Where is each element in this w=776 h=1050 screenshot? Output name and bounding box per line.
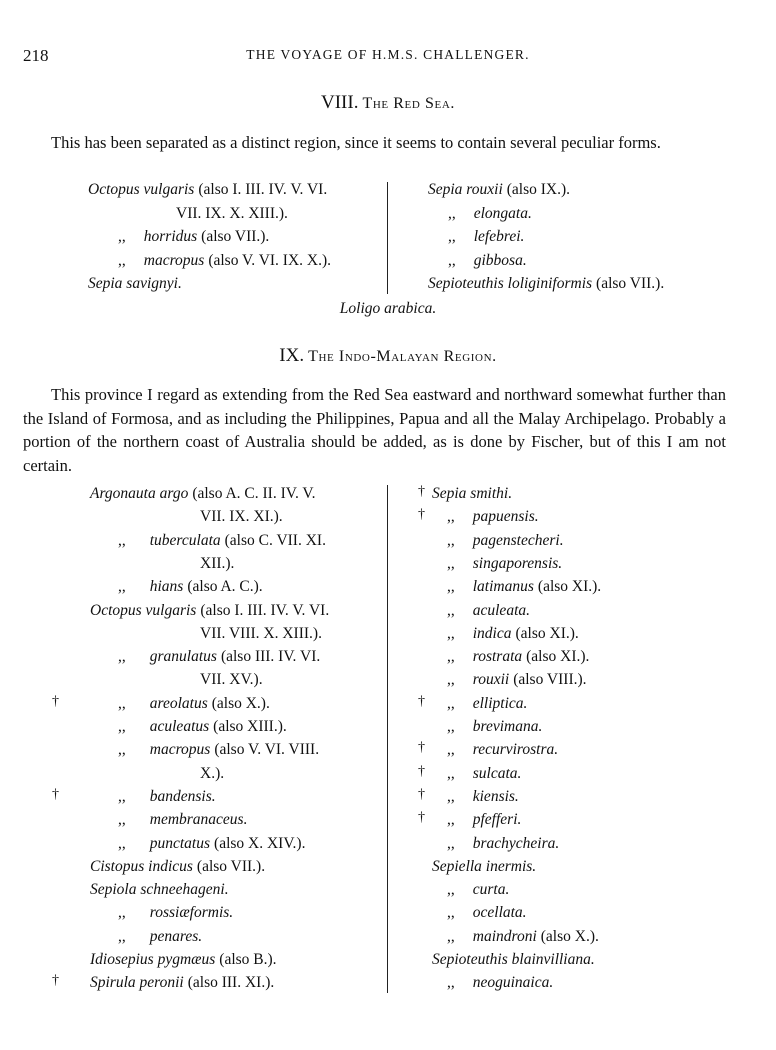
- region-note: (also X.).: [540, 927, 599, 945]
- ditto-mark: ,,: [447, 624, 455, 642]
- species-name: Sepia savignyi.: [88, 275, 182, 292]
- species-name: macropus: [149, 741, 211, 759]
- ditto-mark: ,,: [447, 881, 455, 899]
- region-note: (also C. VII. XI.: [224, 531, 326, 549]
- species-name: indica: [472, 624, 512, 642]
- species-name: brevimana.: [472, 718, 543, 735]
- ditto-mark: ,,: [447, 811, 455, 829]
- column-divider: [387, 182, 388, 294]
- species-entry: [447, 928, 599, 946]
- species-name: Idiosepius pygmæus: [90, 951, 216, 968]
- species-name: singaporensis.: [472, 554, 563, 572]
- species-name: membranaceus.: [149, 811, 248, 829]
- region-note: (also A. C.).: [187, 578, 263, 596]
- species-entry: [448, 252, 527, 270]
- species-name: pagenstecheri.: [472, 531, 564, 549]
- region-note: (also III. IV. VI.: [220, 648, 321, 666]
- ditto-mark: ,,: [447, 671, 455, 689]
- dagger-mark: †: [52, 693, 59, 709]
- page-number: 218: [23, 46, 49, 65]
- species-name: punctatus: [149, 834, 211, 852]
- dagger-mark: †: [418, 763, 425, 779]
- species-entry: [432, 951, 595, 969]
- ditto-mark: ,,: [447, 787, 455, 805]
- section-viii-paragraph: This has been separated as a distinct region, since it seems to contain several peculiar forms.: [51, 133, 661, 152]
- ditto-mark: ,,: [447, 694, 455, 712]
- region-note: (also VII.).: [196, 857, 266, 875]
- region-note: VII. IX. XI.).: [200, 508, 283, 526]
- species-entry: [448, 228, 524, 246]
- ditto-mark: ,,: [448, 228, 456, 245]
- ditto-mark: ,,: [118, 251, 126, 269]
- section-ix-paragraph: This province I regard as extending from the Red Sea eastward and northward somewhat further than the Island of Formosa, and as including the Philippines, Papua and all the Malay Archipelago. Probably a portion of the northern coast of Australia should be added, as is done by Fischer, but of this I am not certain.: [23, 385, 726, 475]
- region-note: VII. XV.).: [200, 671, 263, 689]
- species-name: Argonauta argo: [90, 485, 189, 502]
- region-note: (also VIII.).: [513, 671, 587, 689]
- dagger-mark: †: [418, 810, 425, 826]
- species-entry: [118, 811, 247, 829]
- species-name: maindroni: [472, 927, 537, 945]
- species-entry: [428, 181, 570, 199]
- ditto-mark: ,,: [118, 694, 126, 712]
- section-viii-numeral: VIII.: [321, 92, 359, 113]
- species-name: Cistopus indicus: [90, 857, 193, 875]
- region-note: VII. IX. X. XIII.).: [176, 204, 288, 222]
- region-note: (also B.).: [219, 951, 277, 968]
- species-entry: [447, 904, 527, 922]
- ditto-mark: ,,: [447, 508, 455, 526]
- species-entry: [90, 485, 315, 503]
- running-title: THE VOYAGE OF H.M.S. CHALLENGER.: [246, 47, 530, 62]
- species-entry: [118, 788, 216, 806]
- species-entry: [447, 625, 579, 643]
- species-name: Sepia smithi.: [432, 485, 513, 502]
- region-note: (also XI.).: [537, 578, 602, 596]
- species-name: Spirula peronii: [90, 974, 184, 992]
- region-note: X.).: [200, 764, 225, 782]
- species-entry: [447, 765, 521, 783]
- species-entry: [447, 602, 530, 620]
- species-name: macropus: [143, 251, 205, 269]
- dagger-mark: †: [418, 786, 425, 802]
- region-note: (also VII.).: [596, 275, 665, 292]
- ditto-mark: ,,: [447, 741, 455, 759]
- species-entry: [90, 951, 277, 969]
- species-entry: [447, 974, 553, 992]
- species-name: aculeatus: [149, 718, 210, 735]
- region-note: XII.).: [200, 554, 235, 572]
- species-name: hians: [149, 578, 184, 596]
- species-name: lefebrei.: [473, 228, 525, 245]
- section-ix-heading: [0, 345, 776, 367]
- ditto-mark: ,,: [447, 974, 455, 992]
- dagger-mark: †: [418, 740, 425, 756]
- ditto-mark: ,,: [118, 834, 126, 852]
- species-name: gibbosa.: [473, 251, 527, 269]
- species-name: aculeata.: [472, 601, 530, 619]
- region-note: (also I. III. IV. V. VI.: [198, 181, 328, 198]
- species-entry: [176, 205, 288, 223]
- ditto-mark: ,,: [447, 531, 455, 549]
- species-entry: [432, 485, 512, 503]
- ditto-mark: ,,: [447, 554, 455, 572]
- species-name: elliptica.: [472, 694, 528, 712]
- species-entry: [447, 532, 564, 550]
- species-entry: [447, 648, 589, 666]
- section-viii-centered-species: Loligo arabica.: [339, 300, 437, 317]
- species-name: curta.: [472, 881, 510, 899]
- species-name: Sepia rouxii: [428, 181, 503, 198]
- species-entry: [200, 671, 263, 689]
- region-note: (also XIII.).: [213, 718, 287, 735]
- species-entry: [118, 718, 287, 736]
- section-viii-heading: [0, 92, 776, 114]
- ditto-mark: ,,: [448, 204, 456, 222]
- species-entry: [447, 718, 542, 736]
- species-entry: [88, 275, 182, 293]
- species-name: kiensis.: [472, 787, 519, 805]
- species-name: papuensis.: [472, 508, 539, 526]
- region-note: (also I. III. IV. V. VI.: [200, 601, 330, 619]
- ditto-mark: ,,: [118, 718, 126, 735]
- region-note: (also III. XI.).: [187, 974, 275, 992]
- dagger-mark: †: [418, 484, 425, 499]
- ditto-mark: ,,: [118, 228, 126, 245]
- species-entry: [118, 835, 305, 853]
- dagger-mark: †: [52, 786, 59, 802]
- species-entry: [447, 835, 559, 853]
- species-entry: [90, 974, 274, 992]
- species-entry: [448, 205, 532, 223]
- species-entry: [447, 788, 519, 806]
- species-name: bandensis.: [149, 787, 216, 805]
- ditto-mark: ,,: [447, 601, 455, 619]
- ditto-mark: ,,: [447, 718, 455, 735]
- region-note: (also XI.).: [526, 648, 590, 666]
- ditto-mark: ,,: [118, 741, 126, 759]
- species-name: latimanus: [472, 578, 534, 596]
- region-note: VII. VIII. X. XIII.).: [200, 624, 322, 642]
- species-name: rossiæformis.: [149, 904, 234, 922]
- ditto-mark: ,,: [118, 787, 126, 805]
- ditto-mark: ,,: [118, 531, 126, 549]
- ditto-mark: ,,: [447, 927, 455, 945]
- species-entry: [447, 508, 539, 526]
- ditto-mark: ,,: [447, 764, 455, 782]
- species-entry: [118, 578, 263, 596]
- region-note: (also X. XIV.).: [214, 834, 306, 852]
- species-name: recurvirostra.: [472, 741, 559, 759]
- species-entry: [200, 625, 322, 643]
- species-name: Sepiella inermis.: [432, 857, 537, 875]
- species-entry: [428, 275, 664, 293]
- species-entry: [90, 602, 329, 620]
- species-entry: [118, 928, 202, 946]
- region-note: (also IX.).: [506, 181, 571, 198]
- species-name: rostrata: [472, 648, 523, 666]
- species-name: penares.: [149, 927, 203, 945]
- ditto-mark: ,,: [447, 834, 455, 852]
- region-note: (also VII.).: [201, 228, 270, 245]
- species-name: granulatus: [149, 648, 217, 666]
- dagger-mark: †: [418, 693, 425, 709]
- species-name: horridus: [143, 228, 198, 245]
- species-entry: [118, 648, 320, 666]
- species-name: Octopus vulgaris: [90, 601, 197, 619]
- species-name: tuberculata: [149, 531, 221, 549]
- ditto-mark: ,,: [447, 578, 455, 596]
- region-note: (also A. C. II. IV. V.: [192, 485, 316, 502]
- column-divider: [387, 485, 388, 993]
- species-name: Sepiola schneehageni.: [90, 881, 229, 899]
- species-entry: [447, 555, 562, 573]
- ditto-mark: ,,: [118, 927, 126, 945]
- species-entry: [447, 741, 558, 759]
- species-name: Sepioteuthis blainvilliana.: [432, 951, 595, 968]
- ditto-mark: ,,: [118, 811, 126, 829]
- species-entry: [118, 228, 269, 246]
- species-entry: [118, 904, 233, 922]
- species-name: ocellata.: [472, 904, 527, 922]
- species-entry: [118, 252, 331, 270]
- species-entry: [200, 508, 283, 526]
- species-name: elongata.: [473, 204, 532, 222]
- ditto-mark: ,,: [118, 904, 126, 922]
- species-entry: [118, 741, 319, 759]
- species-entry: [200, 765, 224, 783]
- ditto-mark: ,,: [448, 251, 456, 269]
- section-ix-numeral: IX.: [279, 345, 305, 366]
- species-entry: [88, 181, 327, 199]
- ditto-mark: ,,: [447, 904, 455, 922]
- ditto-mark: ,,: [118, 578, 126, 596]
- species-entry: [200, 555, 234, 573]
- species-name: rouxii: [472, 671, 510, 689]
- species-name: sulcata.: [472, 764, 522, 782]
- species-entry: [118, 532, 326, 550]
- species-name: Octopus vulgaris: [88, 181, 195, 198]
- section-viii-title: The Red Sea.: [362, 95, 455, 112]
- ditto-mark: ,,: [118, 648, 126, 666]
- region-note: (also V. VI. IX. X.).: [208, 251, 332, 269]
- species-name: brachycheira.: [472, 834, 560, 852]
- species-entry: [447, 811, 521, 829]
- species-entry: [447, 671, 587, 689]
- species-entry: [118, 695, 270, 713]
- section-ix-title: The Indo-Malayan Region.: [308, 348, 497, 365]
- dagger-mark: †: [52, 973, 59, 989]
- species-entry: [447, 578, 601, 596]
- ditto-mark: ,,: [447, 648, 455, 666]
- species-name: areolatus: [149, 694, 208, 712]
- species-entry: [90, 881, 229, 899]
- region-note: (also X.).: [211, 694, 270, 712]
- species-entry: [447, 881, 509, 899]
- dagger-mark: †: [418, 507, 425, 523]
- species-name: Sepioteuthis loliginiformis: [428, 275, 593, 292]
- species-entry: [447, 695, 527, 713]
- species-name: neoguinaica.: [472, 974, 554, 992]
- region-note: (also XI.).: [515, 624, 579, 642]
- region-note: (also V. VI. VIII.: [214, 741, 320, 759]
- species-entry: [432, 858, 536, 876]
- species-entry: [90, 858, 265, 876]
- species-name: pfefferi.: [472, 811, 522, 829]
